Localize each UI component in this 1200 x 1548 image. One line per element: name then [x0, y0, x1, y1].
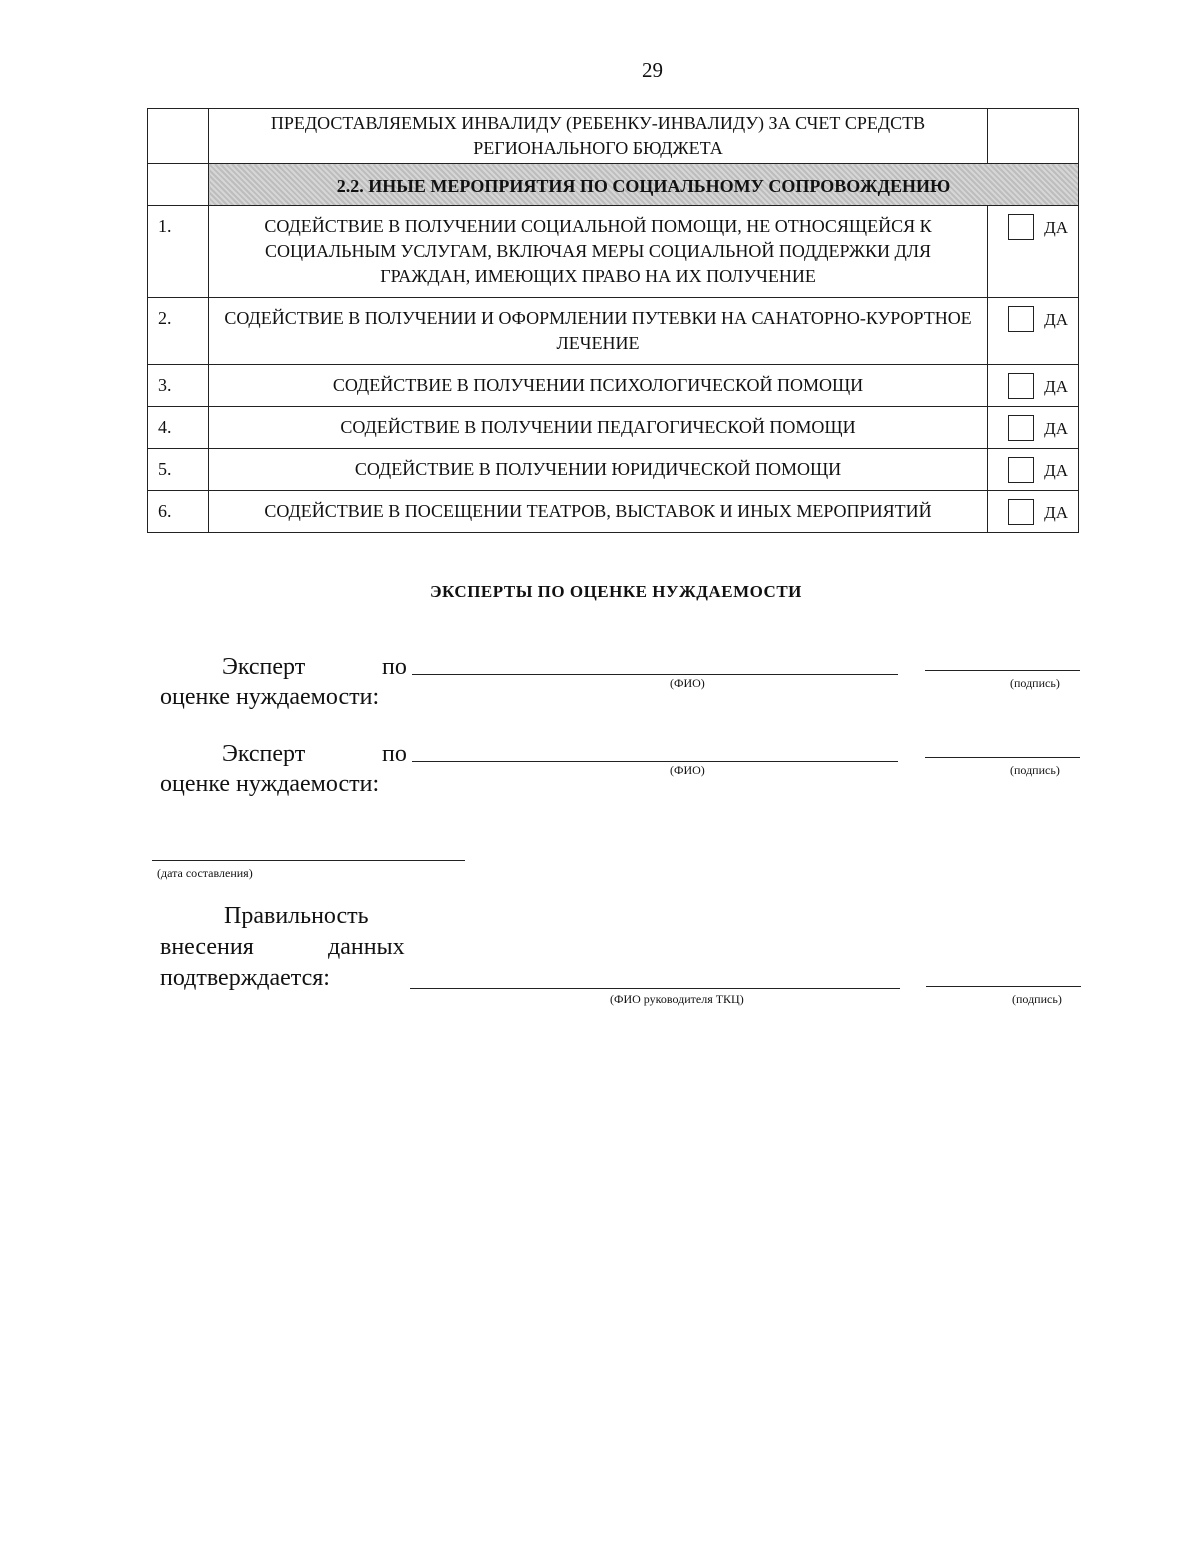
fio-field-line[interactable] [412, 761, 898, 762]
row-number: 2. [148, 298, 209, 365]
page-number: 29 [642, 58, 663, 82]
row-text: СОДЕЙСТВИЕ В ПОЛУЧЕНИИ И ОФОРМЛЕНИИ ПУТЕВКИ НА САНАТОРНО-КУРОРТНОЕ ЛЕЧЕНИЕ [209, 298, 988, 365]
yes-label: ДА [1044, 309, 1068, 329]
table-row [148, 298, 1079, 365]
yes-cell [988, 449, 1079, 491]
yes-checkbox[interactable] [1008, 457, 1034, 483]
empty-cell [988, 109, 1079, 164]
empty-cell [148, 164, 209, 206]
header-continuation: ПРЕДОСТАВЛЯЕМЫХ ИНВАЛИДУ (РЕБЕНКУ-ИНВАЛИДУ) ЗА СЧЕТ СРЕДСТВ РЕГИОНАЛЬНОГО БЮДЖЕТА [209, 109, 988, 164]
yes-cell [988, 298, 1079, 365]
row-text: СОДЕЙСТВИЕ В ПОЛУЧЕНИИ СОЦИАЛЬНОЙ ПОМОЩИ, НЕ ОТНОСЯЩЕЙСЯ К СОЦИАЛЬНЫМ УСЛУГАМ, ВКЛЮЧАЯ МЕРЫ СОЦИАЛЬНОЙ ПОДДЕРЖКИ ДЛЯ ГРАЖДАН, ИМЕЮЩИХ ПРАВО НА ИХ ПОЛУЧЕНИЕ [209, 206, 988, 298]
fio-caption: (ФИО) [670, 676, 705, 690]
yes-label: ДА [1044, 460, 1068, 480]
table-row [148, 449, 1079, 491]
row-number: 3. [148, 365, 209, 407]
expert-label-word1: Эксперт [222, 654, 306, 680]
section-title: 2.2. ИНЫЕ МЕРОПРИЯТИЯ ПО СОЦИАЛЬНОМУ СОПРОВОЖДЕНИЮ [209, 164, 1079, 206]
signature-caption: (подпись) [1010, 763, 1060, 777]
row-text: СОДЕЙСТВИЕ В ПОСЕЩЕНИИ ТЕАТРОВ, ВЫСТАВОК И ИНЫХ МЕРОПРИЯТИЙ [209, 491, 988, 533]
table-row [148, 491, 1079, 533]
row-text: СОДЕЙСТВИЕ В ПОЛУЧЕНИИ ЮРИДИЧЕСКОЙ ПОМОЩИ [209, 449, 988, 491]
row-number: 1. [148, 206, 209, 298]
expert-label-word2: по [382, 654, 407, 680]
yes-label: ДА [1044, 502, 1068, 522]
signature-field-line[interactable] [925, 757, 1080, 758]
yes-checkbox[interactable] [1008, 415, 1034, 441]
expert-label-line2: оценке нуждаемости: [160, 771, 380, 797]
head-fio-field-line[interactable] [410, 988, 900, 989]
expert-label-word1: Эксперт [222, 741, 306, 767]
expert-label-word2: по [382, 741, 407, 767]
yes-checkbox[interactable] [1008, 499, 1034, 525]
row-number: 6. [148, 491, 209, 533]
fio-field-line[interactable] [412, 674, 898, 675]
section-title-row [148, 164, 1079, 206]
head-fio-caption: (ФИО руководителя ТКЦ) [610, 992, 744, 1006]
row-text: СОДЕЙСТВИЕ В ПОЛУЧЕНИИ ПЕДАГОГИЧЕСКОЙ ПОМОЩИ [209, 407, 988, 449]
confirmation-line3: подтверждается: [160, 965, 330, 991]
yes-checkbox[interactable] [1008, 306, 1034, 332]
yes-cell [988, 206, 1079, 298]
row-text: СОДЕЙСТВИЕ В ПОЛУЧЕНИИ ПСИХОЛОГИЧЕСКОЙ ПОМОЩИ [209, 365, 988, 407]
confirmation-line1: Правильность [224, 903, 369, 929]
row-number: 5. [148, 449, 209, 491]
yes-checkbox[interactable] [1008, 373, 1034, 399]
confirmation-line2a: внесения [160, 934, 254, 960]
head-signature-field-line[interactable] [926, 986, 1081, 987]
confirmation-line2b: данных [328, 934, 405, 960]
yes-checkbox[interactable] [1008, 214, 1034, 240]
date-field-line[interactable] [152, 860, 465, 861]
services-table [147, 108, 1079, 533]
table-row [148, 206, 1079, 298]
table-row [148, 365, 1079, 407]
yes-cell [988, 365, 1079, 407]
row-number: 4. [148, 407, 209, 449]
yes-label: ДА [1044, 418, 1068, 438]
yes-cell [988, 491, 1079, 533]
experts-heading: ЭКСПЕРТЫ ПО ОЦЕНКЕ НУЖДАЕМОСТИ [430, 582, 802, 601]
expert-label-line2: оценке нуждаемости: [160, 684, 380, 710]
yes-label: ДА [1044, 376, 1068, 396]
empty-cell [148, 109, 209, 164]
signature-caption: (подпись) [1010, 676, 1060, 690]
yes-cell [988, 407, 1079, 449]
date-caption: (дата составления) [157, 866, 253, 880]
fio-caption: (ФИО) [670, 763, 705, 777]
table-header-row [148, 109, 1079, 164]
signature-field-line[interactable] [925, 670, 1080, 671]
head-signature-caption: (подпись) [1012, 992, 1062, 1006]
yes-label: ДА [1044, 217, 1068, 237]
table-row [148, 407, 1079, 449]
